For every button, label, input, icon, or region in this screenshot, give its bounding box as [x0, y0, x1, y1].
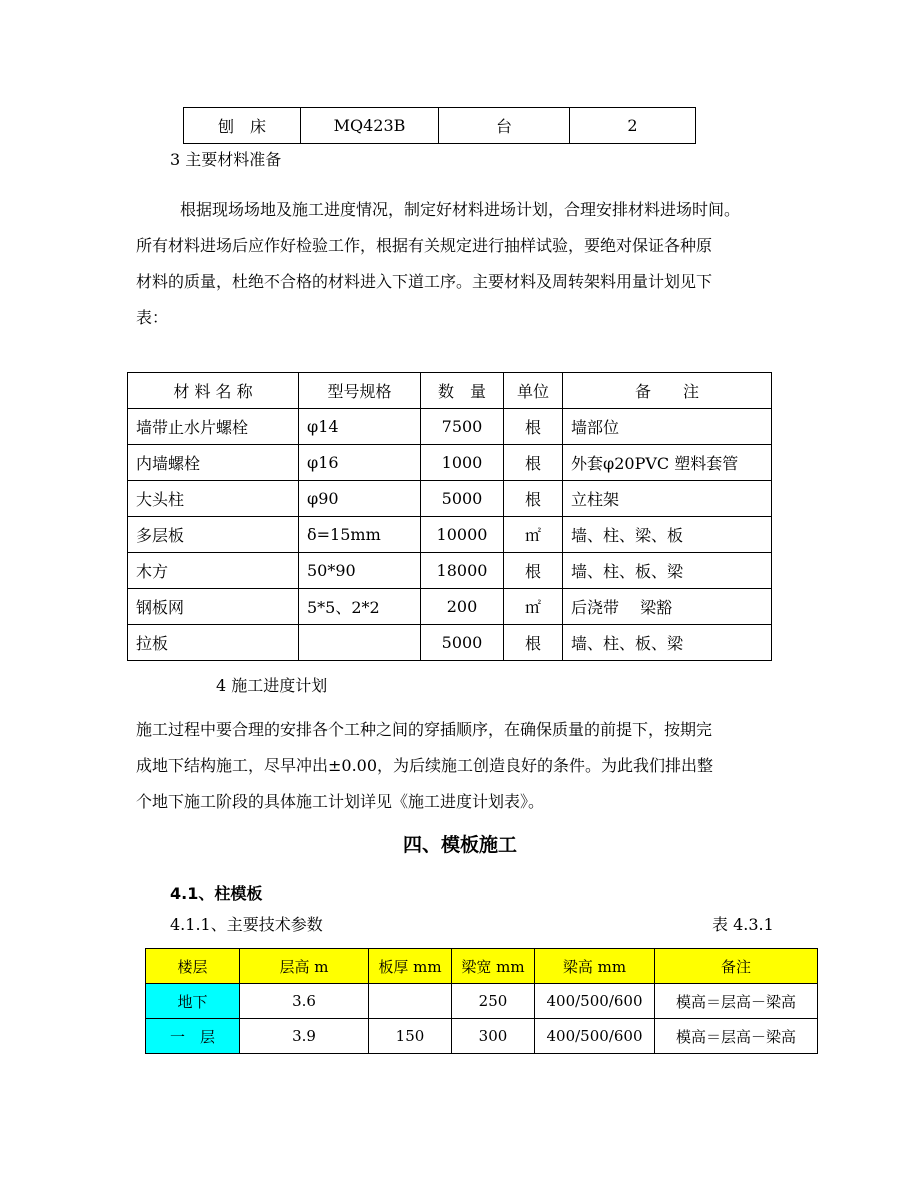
material-spec: φ90: [299, 481, 421, 517]
material-note: 立柱架: [563, 481, 772, 517]
material-qty: 7500: [421, 409, 504, 445]
column-header: 材 料 名 称: [128, 373, 299, 409]
material-qty: 5000: [421, 481, 504, 517]
material-qty: 5000: [421, 625, 504, 661]
material-unit: 根: [504, 409, 563, 445]
material-unit: 根: [504, 625, 563, 661]
table-row: [184, 108, 696, 144]
column-header: 备 注: [563, 373, 772, 409]
table-row: [128, 589, 772, 625]
material-name: 内墙螺栓: [128, 445, 299, 481]
equipment-qty: 2: [570, 108, 696, 144]
subsection-title: 4.1、柱模板: [170, 884, 263, 903]
table-row: [128, 553, 772, 589]
table-row: [128, 445, 772, 481]
table-reference: 表 4.3.1: [712, 915, 774, 934]
material-name: 多层板: [128, 517, 299, 553]
material-spec: 50*90: [299, 553, 421, 589]
table-row: [146, 984, 818, 1019]
beam-width: 300: [452, 1019, 535, 1054]
material-unit: ㎡: [504, 517, 563, 553]
paragraph-line: 表：: [136, 308, 169, 327]
material-unit: ㎡: [504, 589, 563, 625]
paragraph-line: 施工过程中要合理的安排各个工种之间的穿插顺序，在确保质量的前提下，按期完: [136, 720, 713, 739]
beam-height: 400/500/600: [535, 984, 655, 1019]
material-name: 钢板网: [128, 589, 299, 625]
material-note: 外套φ20PVC 塑料套管: [563, 445, 772, 481]
material-spec: δ=15mm: [299, 517, 421, 553]
floor-label: 一 层: [146, 1019, 240, 1054]
table-row: [128, 517, 772, 553]
column-header: 单位: [504, 373, 563, 409]
material-unit: 根: [504, 445, 563, 481]
section-3-title: 3 主要材料准备: [170, 150, 282, 169]
material-spec: 5*5、2*2: [299, 589, 421, 625]
table-row: [128, 625, 772, 661]
remark: 模高＝层高－梁高: [655, 1019, 818, 1054]
material-note: 墙、柱、板、梁: [563, 553, 772, 589]
material-name: 墙带止水片螺栓: [128, 409, 299, 445]
material-name: 大头柱: [128, 481, 299, 517]
paragraph-line: 材料的质量，杜绝不合格的材料进入下道工序。主要材料及周转架料用量计划见下: [136, 272, 713, 291]
material-qty: 200: [421, 589, 504, 625]
paragraph-line: 根据现场场地及施工进度情况，制定好材料进场计划，合理安排材料进场时间。: [180, 200, 741, 219]
material-note: 墙部位: [563, 409, 772, 445]
equipment-unit: 台: [439, 108, 570, 144]
material-qty: 1000: [421, 445, 504, 481]
material-spec: [299, 625, 421, 661]
material-note: 后浇带 梁豁: [563, 589, 772, 625]
column-header: 梁高 mm: [535, 949, 655, 984]
material-name: 拉板: [128, 625, 299, 661]
column-header: 梁宽 mm: [452, 949, 535, 984]
beam-height: 400/500/600: [535, 1019, 655, 1054]
subsubsection-title: 4.1.1、主要技术参数: [170, 915, 323, 934]
material-name: 木方: [128, 553, 299, 589]
column-header: 楼层: [146, 949, 240, 984]
floor-label: 地下: [146, 984, 240, 1019]
remark: 模高＝层高－梁高: [655, 984, 818, 1019]
column-header: 板厚 mm: [369, 949, 452, 984]
chapter-title: 四、模板施工: [402, 834, 517, 856]
beam-width: 250: [452, 984, 535, 1019]
equipment-name: 刨 床: [184, 108, 301, 144]
material-unit: 根: [504, 553, 563, 589]
column-header: 层高 m: [240, 949, 369, 984]
paragraph-line: 所有材料进场后应作好检验工作，根据有关规定进行抽样试验，要绝对保证各种原: [136, 236, 713, 255]
table-row: [128, 481, 772, 517]
column-header: 型号规格: [299, 373, 421, 409]
materials-table: [127, 372, 772, 661]
slab-thickness: [369, 984, 452, 1019]
column-header: 备注: [655, 949, 818, 984]
section-4-title: 4 施工进度计划: [216, 676, 328, 695]
table-row: [146, 1019, 818, 1054]
table-header-row: [128, 373, 772, 409]
table-header-row: [146, 949, 818, 984]
material-spec: φ16: [299, 445, 421, 481]
equipment-model: MQ423B: [301, 108, 439, 144]
material-note: 墙、柱、板、梁: [563, 625, 772, 661]
paragraph-line: 个地下施工阶段的具体施工计划详见《施工进度计划表》。: [136, 792, 545, 811]
column-header: 数 量: [421, 373, 504, 409]
material-note: 墙、柱、梁、板: [563, 517, 772, 553]
paragraph-line: 成地下结构施工，尽早冲出±0.00，为后续施工创造良好的条件。为此我们排出整: [136, 756, 714, 775]
parameters-table: [145, 948, 818, 1054]
slab-thickness: 150: [369, 1019, 452, 1054]
material-unit: 根: [504, 481, 563, 517]
floor-height: 3.9: [240, 1019, 369, 1054]
material-qty: 10000: [421, 517, 504, 553]
table-row: [128, 409, 772, 445]
material-qty: 18000: [421, 553, 504, 589]
equipment-table: [183, 107, 696, 144]
floor-height: 3.6: [240, 984, 369, 1019]
material-spec: φ14: [299, 409, 421, 445]
